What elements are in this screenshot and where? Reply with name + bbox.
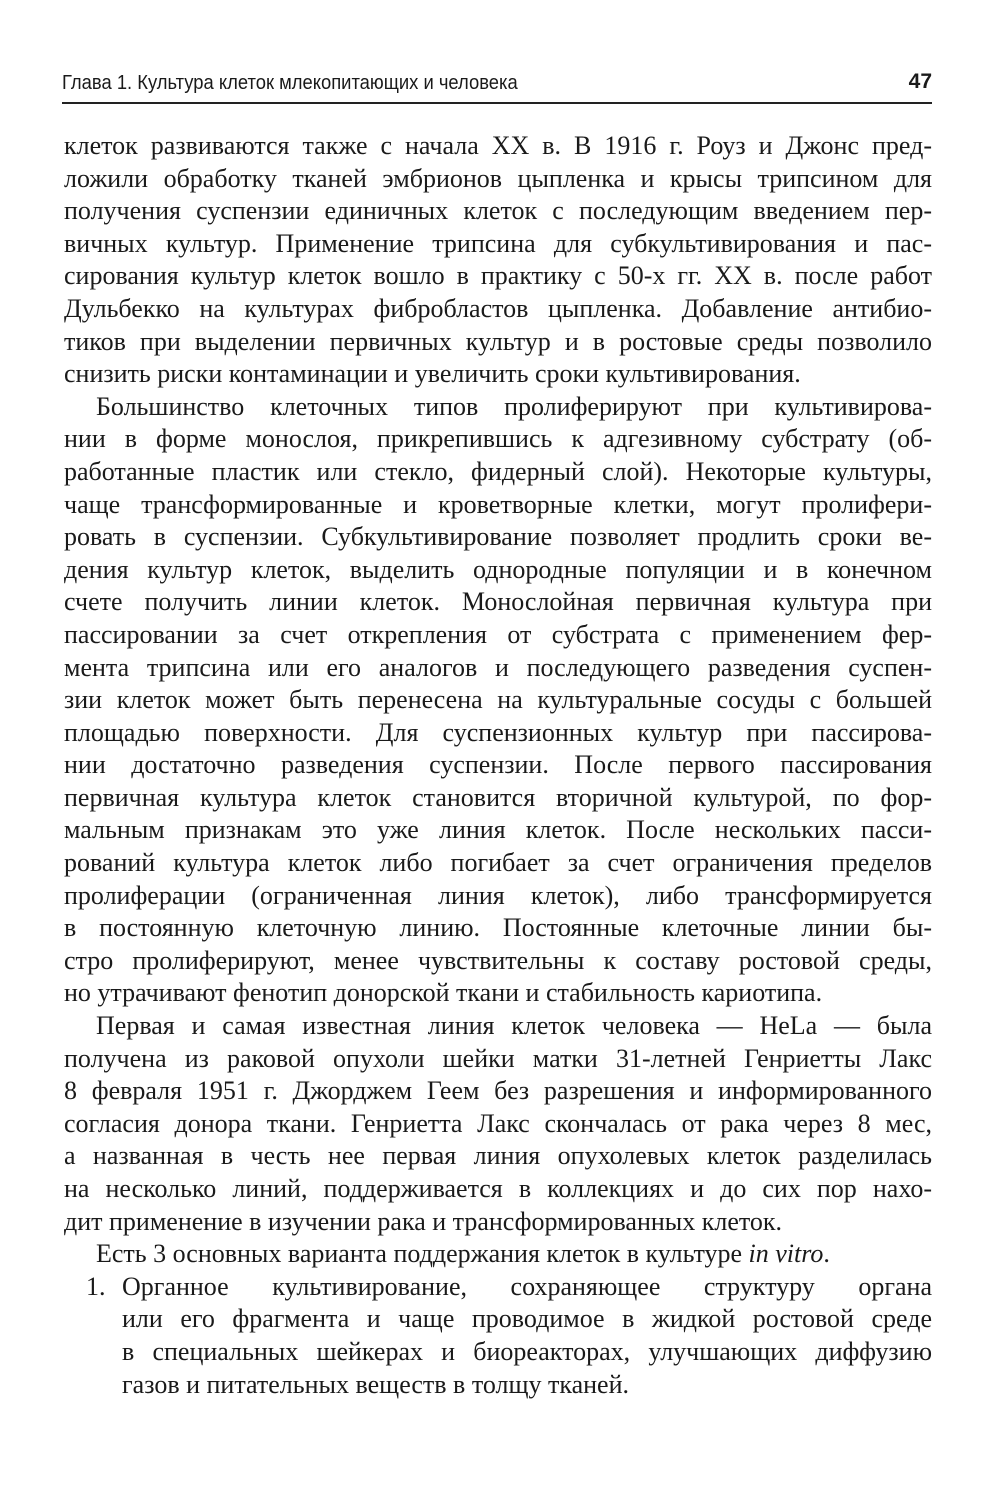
text-line: но утрачивают фенотип донорской ткани и стабильность кариотипа. [64, 978, 823, 1008]
chapter-title: Глава 1. Культура клеток млекопитающих и человека [62, 72, 518, 94]
text: . [823, 1239, 830, 1269]
text-line: чаще трансформированные и кроветворные клетки, могут пролифери- [64, 489, 932, 519]
text-line: дения культур клеток, выделить однородные популяции и в конечном [64, 554, 932, 584]
text-line: нии достаточно разведения суспензии. После первого пассирования [64, 750, 932, 780]
text-line: сирования культур клеток вошло в практику с 50-х гг. XX в. после работ [64, 261, 932, 291]
text-line: пассировании за счет открепления от субстрата с применением фер- [64, 619, 932, 649]
text-line: счете получить линии клеток. Монослойная первичная культура при [64, 587, 932, 617]
text-line: Большинство клеточных типов пролиферируют при культивирова- [96, 391, 932, 421]
text-line: мальным признакам это уже линия клеток. После нескольких пасси- [64, 815, 932, 845]
italic-term: in vitro [748, 1239, 824, 1269]
text-line: 8 февраля 1951 г. Джорджем Геем без разрешения и информированного [64, 1076, 932, 1106]
text-line: Дульбекко на культурах фибробластов цыпленка. Добавление антибио- [64, 293, 932, 323]
text-line: дит применение в изучении рака и трансформированных клеток. [64, 1206, 783, 1236]
text-line: получена из раковой опухоли шейки матки 31-летней Генриетты Лакс [64, 1043, 932, 1073]
text-line: рований культура клеток либо погибает за счет ограничения пределов [64, 848, 932, 878]
text-line: ложили обработку тканей эмбрионов цыпленка и крысы трипсином для [64, 163, 932, 193]
text-line: пролиферации (ограниченная линия клеток), либо трансформируется [64, 880, 932, 910]
running-header [62, 70, 932, 104]
text-line: снизить риски контаминации и увеличить сроки культивирования. [64, 359, 801, 389]
text-line: стро пролиферируют, менее чувствительны к составу ростовой среды, [64, 945, 932, 975]
text-line: клеток развиваются также с начала XX в. В 1916 г. Роуз и Джонс пред- [64, 131, 932, 160]
text-line: нии в форме монослоя, прикрепившись к адгезивному субстрату (об- [64, 424, 932, 454]
list-item [64, 1271, 932, 1401]
list-intro [64, 1238, 932, 1271]
text-line: работанные пластик или стекло, фидерный слой). Некоторые культуры, [64, 456, 932, 486]
text-line: получения суспензии единичных клеток с последующим введением пер- [64, 196, 932, 226]
text-line: Органное культивирование, сохраняющее структуру органа [122, 1271, 932, 1301]
page-body [64, 130, 932, 1401]
text-line: тиков при выделении первичных культур и в ростовые среды позволило [64, 326, 932, 356]
text-line: в постоянную клеточную линию. Постоянные клеточные линии бы- [64, 913, 932, 943]
text-line: а названная в честь нее первая линия опухолевых клеток разделилась [64, 1141, 932, 1171]
paragraph [64, 130, 932, 391]
text-line: зии клеток может быть перенесена на культуральные сосуды с большей [64, 685, 932, 715]
paragraph [64, 391, 932, 1010]
text-line: или его фрагмента и чаще проводимое в жидкой ростовой среде [122, 1304, 932, 1334]
page-number: 47 [908, 70, 932, 93]
text-line: первичная культура клеток становится вторичной культурой, по фор- [64, 782, 932, 812]
text-line: ровать в суспензии. Субкультивирование позволяет продлить сроки ве- [64, 522, 932, 552]
text-line: Первая и самая известная линия клеток человека — HeLa — была [96, 1011, 932, 1041]
list-marker: 1. [86, 1271, 106, 1301]
text-line: мента трипсина или его аналогов и последующего разведения суспен- [64, 652, 932, 682]
text-line: в специальных шейкерах и биореакторах, улучшающих диффузию [122, 1336, 932, 1366]
text-line: на несколько линий, поддерживается в коллекциях и до сих пор нахо- [64, 1174, 932, 1203]
text-line: вичных культур. Применение трипсина для субкультивирования и пас- [64, 228, 932, 258]
text-line: площадью поверхности. Для суспензионных культур при пассирова- [64, 717, 932, 747]
text-line: газов и питательных веществ в толщу тканей. [122, 1369, 630, 1399]
text-line: согласия донора ткани. Генриетта Лакс скончалась от рака через 8 мес, [64, 1108, 932, 1138]
paragraph [64, 1010, 932, 1238]
text: Есть 3 основных варианта поддержания клеток в культуре [96, 1239, 749, 1269]
